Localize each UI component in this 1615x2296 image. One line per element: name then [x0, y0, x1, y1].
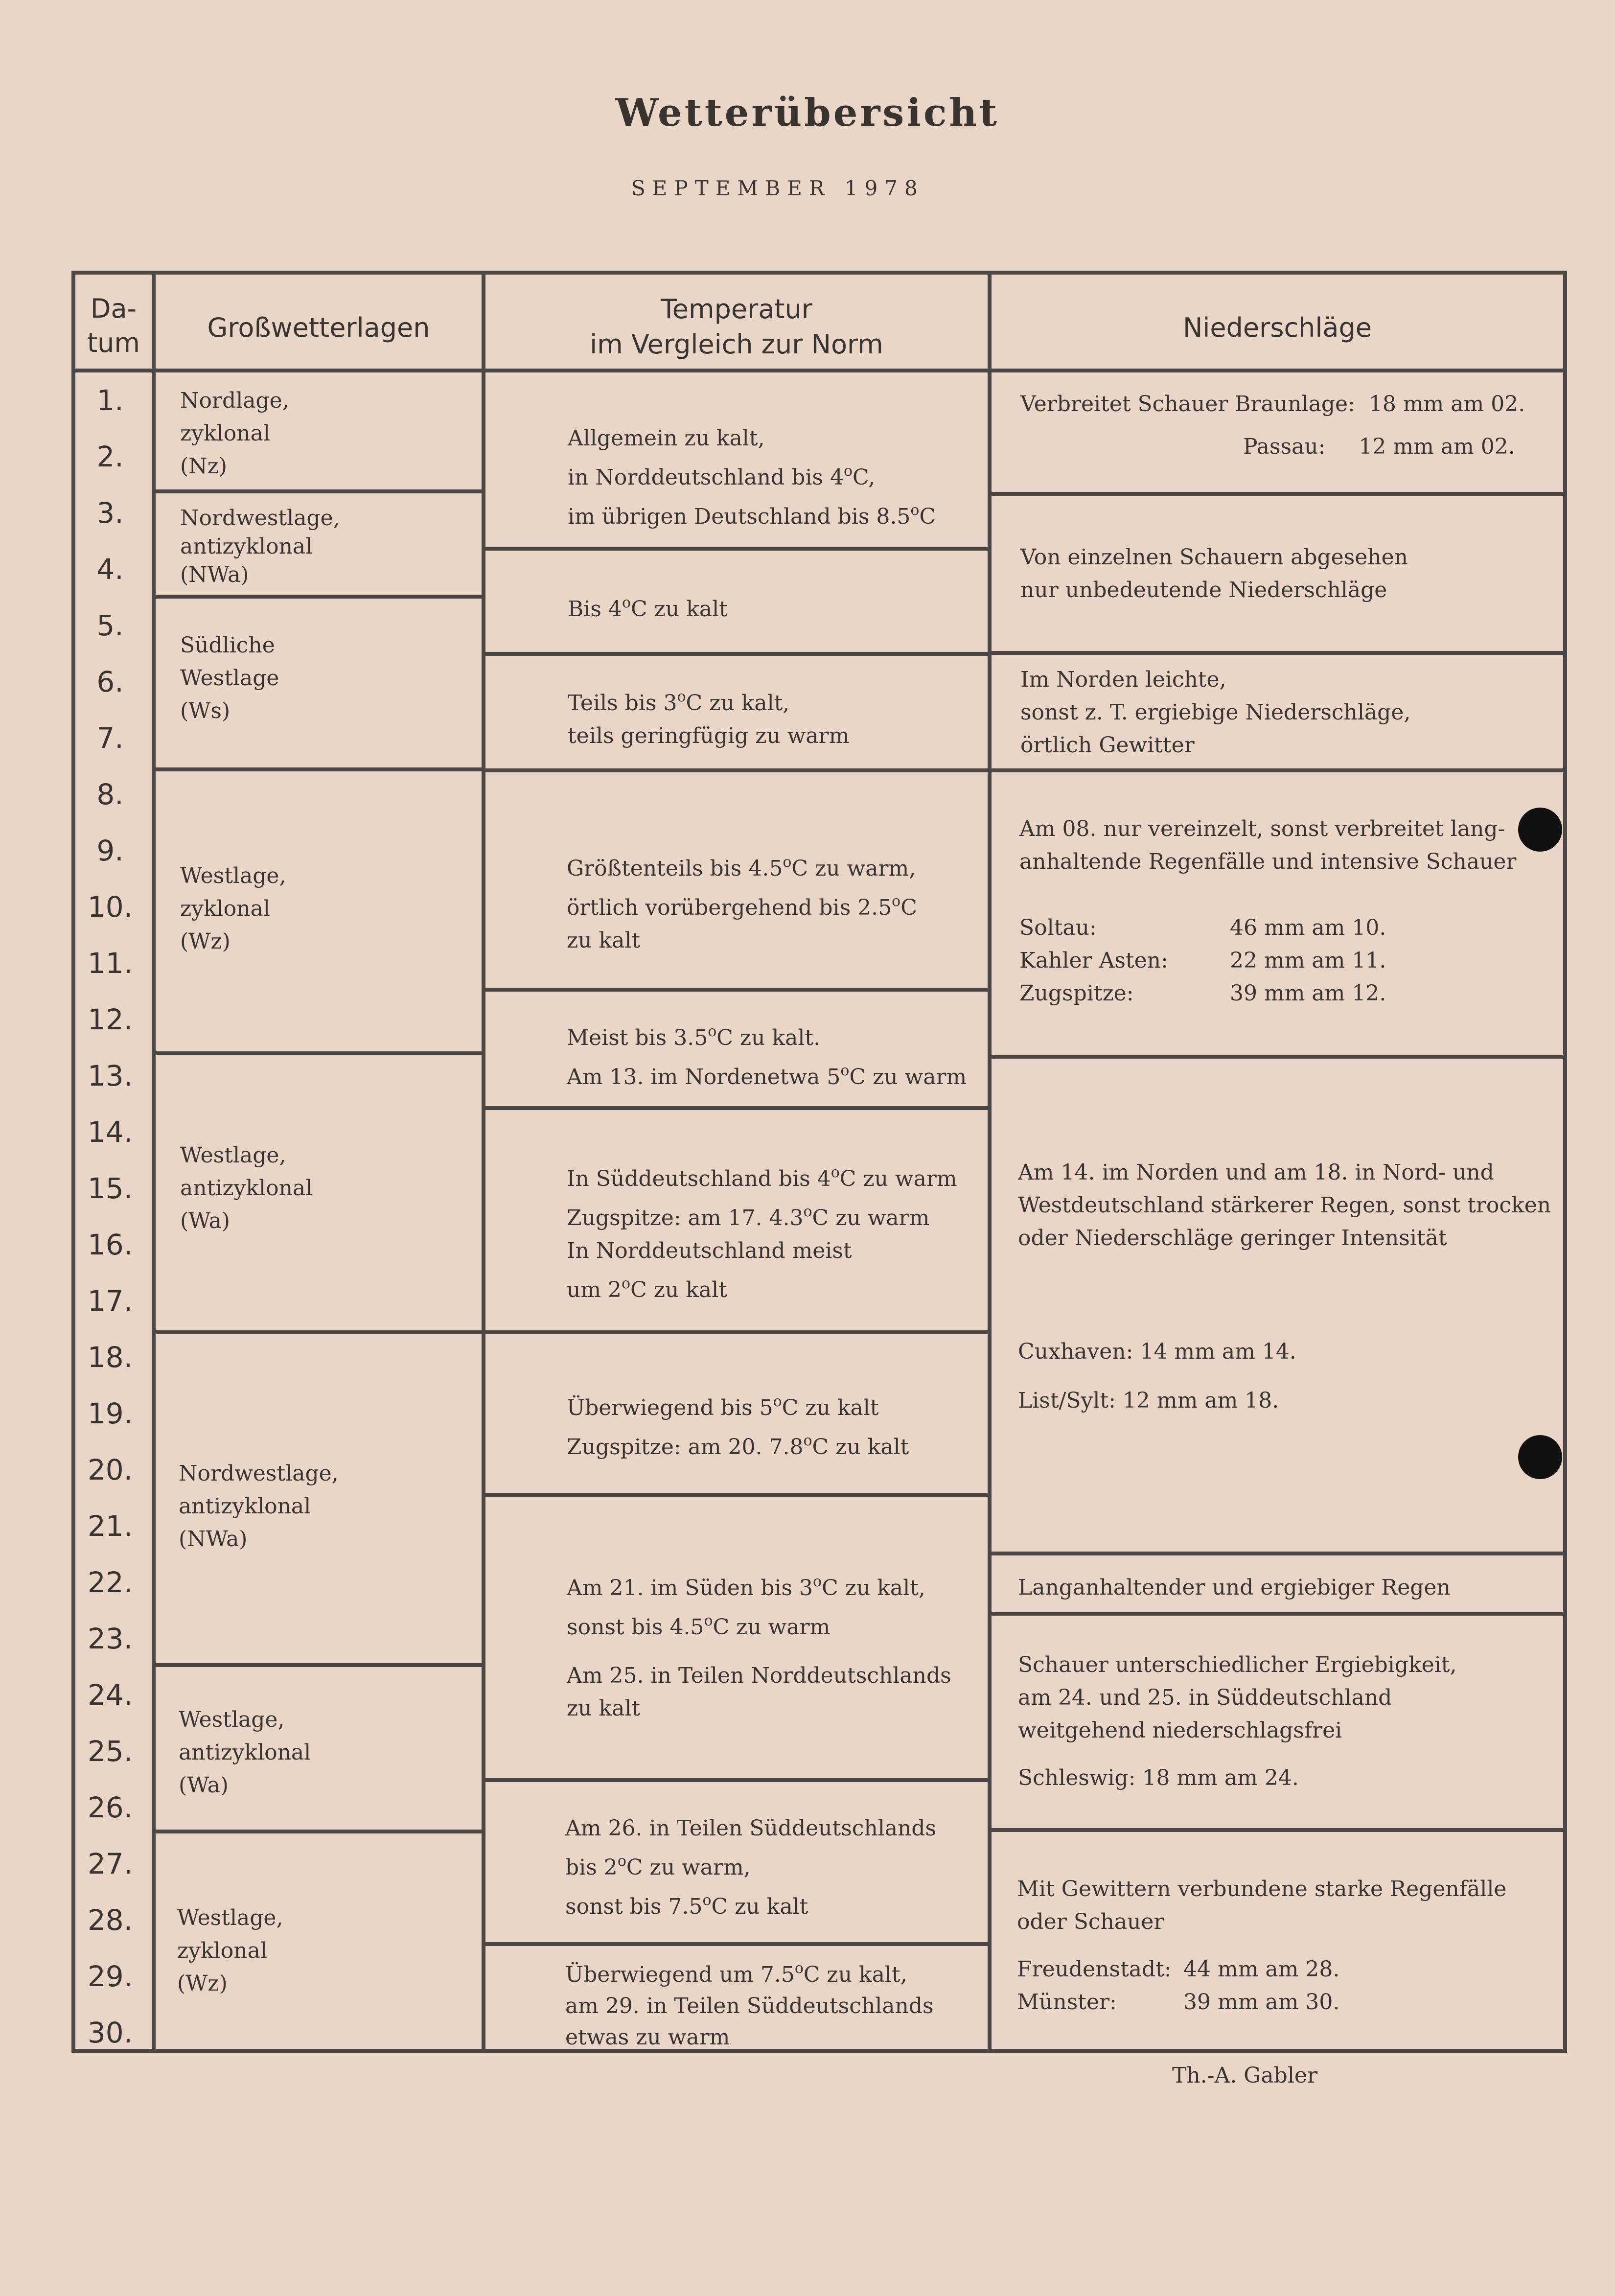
temperatur-divider [482, 768, 992, 772]
wetterlage-divider [152, 489, 485, 493]
day-number: 17. [87, 1284, 133, 1318]
day-number: 10. [87, 890, 133, 924]
niederschlag-divider [988, 768, 1567, 772]
day-number: 13. [87, 1059, 133, 1092]
degree-sign: o [840, 1062, 850, 1079]
temperatur-divider [482, 652, 992, 656]
day-number: 22. [87, 1566, 133, 1599]
author-signature: Th.-A. Gabler [1172, 2063, 1317, 2088]
punch-hole [1518, 808, 1562, 852]
niederschlag-divider [988, 1055, 1567, 1059]
degree-sign: o [803, 1432, 812, 1449]
wetterlage-divider [152, 1330, 485, 1334]
temperatur-divider [482, 1942, 992, 1946]
degree-sign: o [783, 854, 792, 871]
header-temperatur: Temperatur im Vergleich zur Norm [590, 294, 883, 360]
niederschlag-cell: Am 08. nur vereinzelt, sonst verbreitet lang- anhaltende Regenfälle und intensive Schauer Soltau: 46 mm am 10. Kahler Asten: 22 mm am 11. Zugspitze: 39 mm am 12. [1019, 816, 1517, 1006]
temperatur-divider [482, 988, 992, 992]
degree-sign: o [702, 1892, 712, 1909]
degree-sign: o [677, 688, 686, 705]
temperatur-cell: Überwiegend bis 5$^o$C zu kalt Zugspitze: am 20. 7.8$^o$C zu kalt [567, 1393, 909, 1460]
niederschlag-divider [988, 1552, 1567, 1555]
day-number: 25. [87, 1735, 133, 1768]
header-grosswetterlagen: Großwetterlagen [207, 312, 430, 343]
wetterlage-cell: Westlage, antizyklonal (Wa) [180, 1143, 313, 1233]
day-number: 9. [96, 834, 124, 867]
day-number: 28. [87, 1903, 133, 1937]
day-number: 6. [96, 665, 124, 698]
niederschlag-cell: Im Norden leichte, sonst z. T. ergiebige Niederschläge, örtlich Gewitter [1020, 667, 1411, 758]
header-divider [71, 369, 1567, 372]
punch-hole [1518, 1435, 1562, 1479]
temperatur-divider [482, 1330, 992, 1334]
niederschlag-cell: Verbreitet Schauer Braunlage: 18 mm am 02. Passau: 12 mm am 02. [1020, 392, 1525, 459]
day-number: 23. [87, 1622, 133, 1655]
wetterlage-cell: Nordwestlage, antizyklonal (NWa) [179, 1461, 339, 1552]
wetterlage-cell: Westlage, antizyklonal (Wa) [179, 1707, 311, 1798]
temperatur-cell: Überwiegend um 7.5$^o$C zu kalt, am 29. in Teilen Süddeutschlands etwas zu warm [565, 1960, 934, 2050]
day-number: 20. [87, 1453, 133, 1486]
day-number: 14. [87, 1115, 133, 1149]
day-number: 7. [96, 721, 124, 755]
degree-sign: o [622, 1275, 631, 1292]
degree-sign: o [803, 1203, 812, 1220]
temperatur-cell: Am 21. im Süden bis 3$^o$C zu kalt, sonst bis 4.5$^o$C zu warm Am 25. in Teilen Norddeutschlands zu kalt [567, 1573, 951, 1721]
day-number: 1. [96, 384, 124, 417]
temperatur-divider [482, 547, 992, 551]
temperatur-cell: Teils bis 3$^o$C zu kalt, teils geringfügig zu warm [568, 688, 850, 748]
temperatur-cell: Größtenteils bis 4.5$^o$C zu warm, örtlich vorübergehend bis 2.5$^o$C zu kalt [567, 854, 917, 953]
day-number: 27. [87, 1847, 133, 1880]
degree-sign: o [831, 1164, 840, 1181]
degree-sign: o [794, 1960, 804, 1977]
niederschlag-divider [988, 651, 1567, 655]
day-number: 3. [96, 496, 124, 530]
column-divider-2 [482, 271, 485, 2053]
degree-sign: o [843, 463, 853, 480]
niederschlag-cell: Mit Gewittern verbundene starke Regenfälle oder Schauer Freudenstadt: 44 mm am 28. Münster: 39 mm am 30. [1017, 1877, 1507, 2015]
day-number: 15. [87, 1172, 133, 1205]
page-subtitle: SEPTEMBER 1978 [631, 176, 924, 200]
temperatur-cell: Bis 4$^o$C zu kalt [568, 594, 728, 622]
table-border-right [1563, 271, 1567, 2053]
degree-sign: o [704, 1612, 713, 1629]
day-number: 8. [96, 778, 124, 811]
day-number: 21. [87, 1509, 133, 1543]
temperatur-divider [482, 1106, 992, 1110]
wetterlage-divider [152, 1663, 485, 1667]
temperatur-cell: Am 26. in Teilen Süddeutschlands bis 2$^o$C zu warm, sonst bis 7.5$^o$C zu kalt [565, 1816, 937, 1919]
day-number: 4. [96, 553, 124, 586]
day-number: 18. [87, 1341, 133, 1374]
niederschlag-cell: Langanhaltender und ergiebiger Regen [1018, 1575, 1451, 1600]
day-number: 30. [87, 2016, 133, 2049]
day-number: 29. [87, 1960, 133, 1993]
day-number: 5. [96, 609, 124, 642]
degree-sign: o [910, 502, 920, 519]
header-niederschlaege: Niederschläge [1183, 312, 1372, 343]
niederschlag-divider [988, 1828, 1567, 1832]
degree-sign: o [773, 1393, 782, 1410]
wetterlage-divider [152, 767, 485, 771]
wetterlage-cell: Westlage, zyklonal (Wz) [180, 863, 286, 954]
degree-sign: o [617, 1853, 626, 1870]
day-number: 26. [87, 1791, 133, 1824]
wetterlage-divider [152, 1830, 485, 1833]
wetterlage-cell: Nordlage, zyklonal (Nz) [180, 388, 289, 479]
page-title: Wetterübersicht [615, 91, 1000, 135]
column-divider-3 [988, 271, 992, 2053]
wetterlage-cell: Westlage, zyklonal (Wz) [177, 1905, 283, 1996]
temperatur-cell: Allgemein zu kalt, in Norddeutschland bis 4$^o$C, im übrigen Deutschland bis 8.5$^o$C [568, 426, 936, 529]
degree-sign: o [622, 594, 631, 611]
header-datum: Da- tum [87, 293, 140, 358]
day-number: 16. [87, 1228, 133, 1261]
wetterlage-cell: Südliche Westlage (Ws) [180, 633, 279, 723]
day-number: 12. [87, 1003, 133, 1036]
niederschlag-cell: Von einzelnen Schauern abgesehen nur unbedeutende Niederschläge [1020, 545, 1408, 603]
day-number: 2. [96, 440, 124, 473]
table-border-top [71, 271, 1567, 275]
temperatur-cell: Meist bis 3.5$^o$C zu kalt. Am 13. im Nordenetwa 5$^o$C zu warm [567, 1023, 967, 1090]
table-border-left [71, 271, 75, 2053]
day-number: 19. [87, 1397, 133, 1430]
niederschlag-cell: Schauer unterschiedlicher Ergiebigkeit, am 24. und 25. in Süddeutschland weitgehend niederschlagsfrei Schleswig: 18 mm am 24. [1018, 1652, 1457, 1790]
degree-sign: o [892, 893, 901, 910]
degree-sign: o [708, 1023, 717, 1040]
temperatur-divider [482, 1778, 992, 1782]
niederschlag-divider [988, 492, 1567, 496]
temperatur-cell: In Süddeutschland bis 4$^o$C zu warm Zugspitze: am 17. 4.3$^o$C zu warm In Norddeutschland meist um 2$^o$C zu kalt [567, 1164, 957, 1302]
degree-sign: o [813, 1573, 822, 1590]
day-number: 11. [87, 947, 133, 980]
niederschlag-cell: Am 14. im Norden und am 18. in Nord- und Westdeutschland stärkerer Regen, sonst trocken oder Niederschläge geringer Intensität Cuxhaven: 14 mm am 14. List/Sylt: 12 mm am 18. [1018, 1160, 1551, 1413]
temperatur-divider [482, 1493, 992, 1497]
day-number: 24. [87, 1678, 133, 1712]
wetterlage-divider [152, 595, 485, 599]
wetterlage-divider [152, 1051, 485, 1055]
column-divider-1 [152, 271, 156, 2053]
wetterlage-cell: Nordwestlage, antizyklonal (NWa) [180, 506, 340, 587]
niederschlag-divider [988, 1612, 1567, 1616]
